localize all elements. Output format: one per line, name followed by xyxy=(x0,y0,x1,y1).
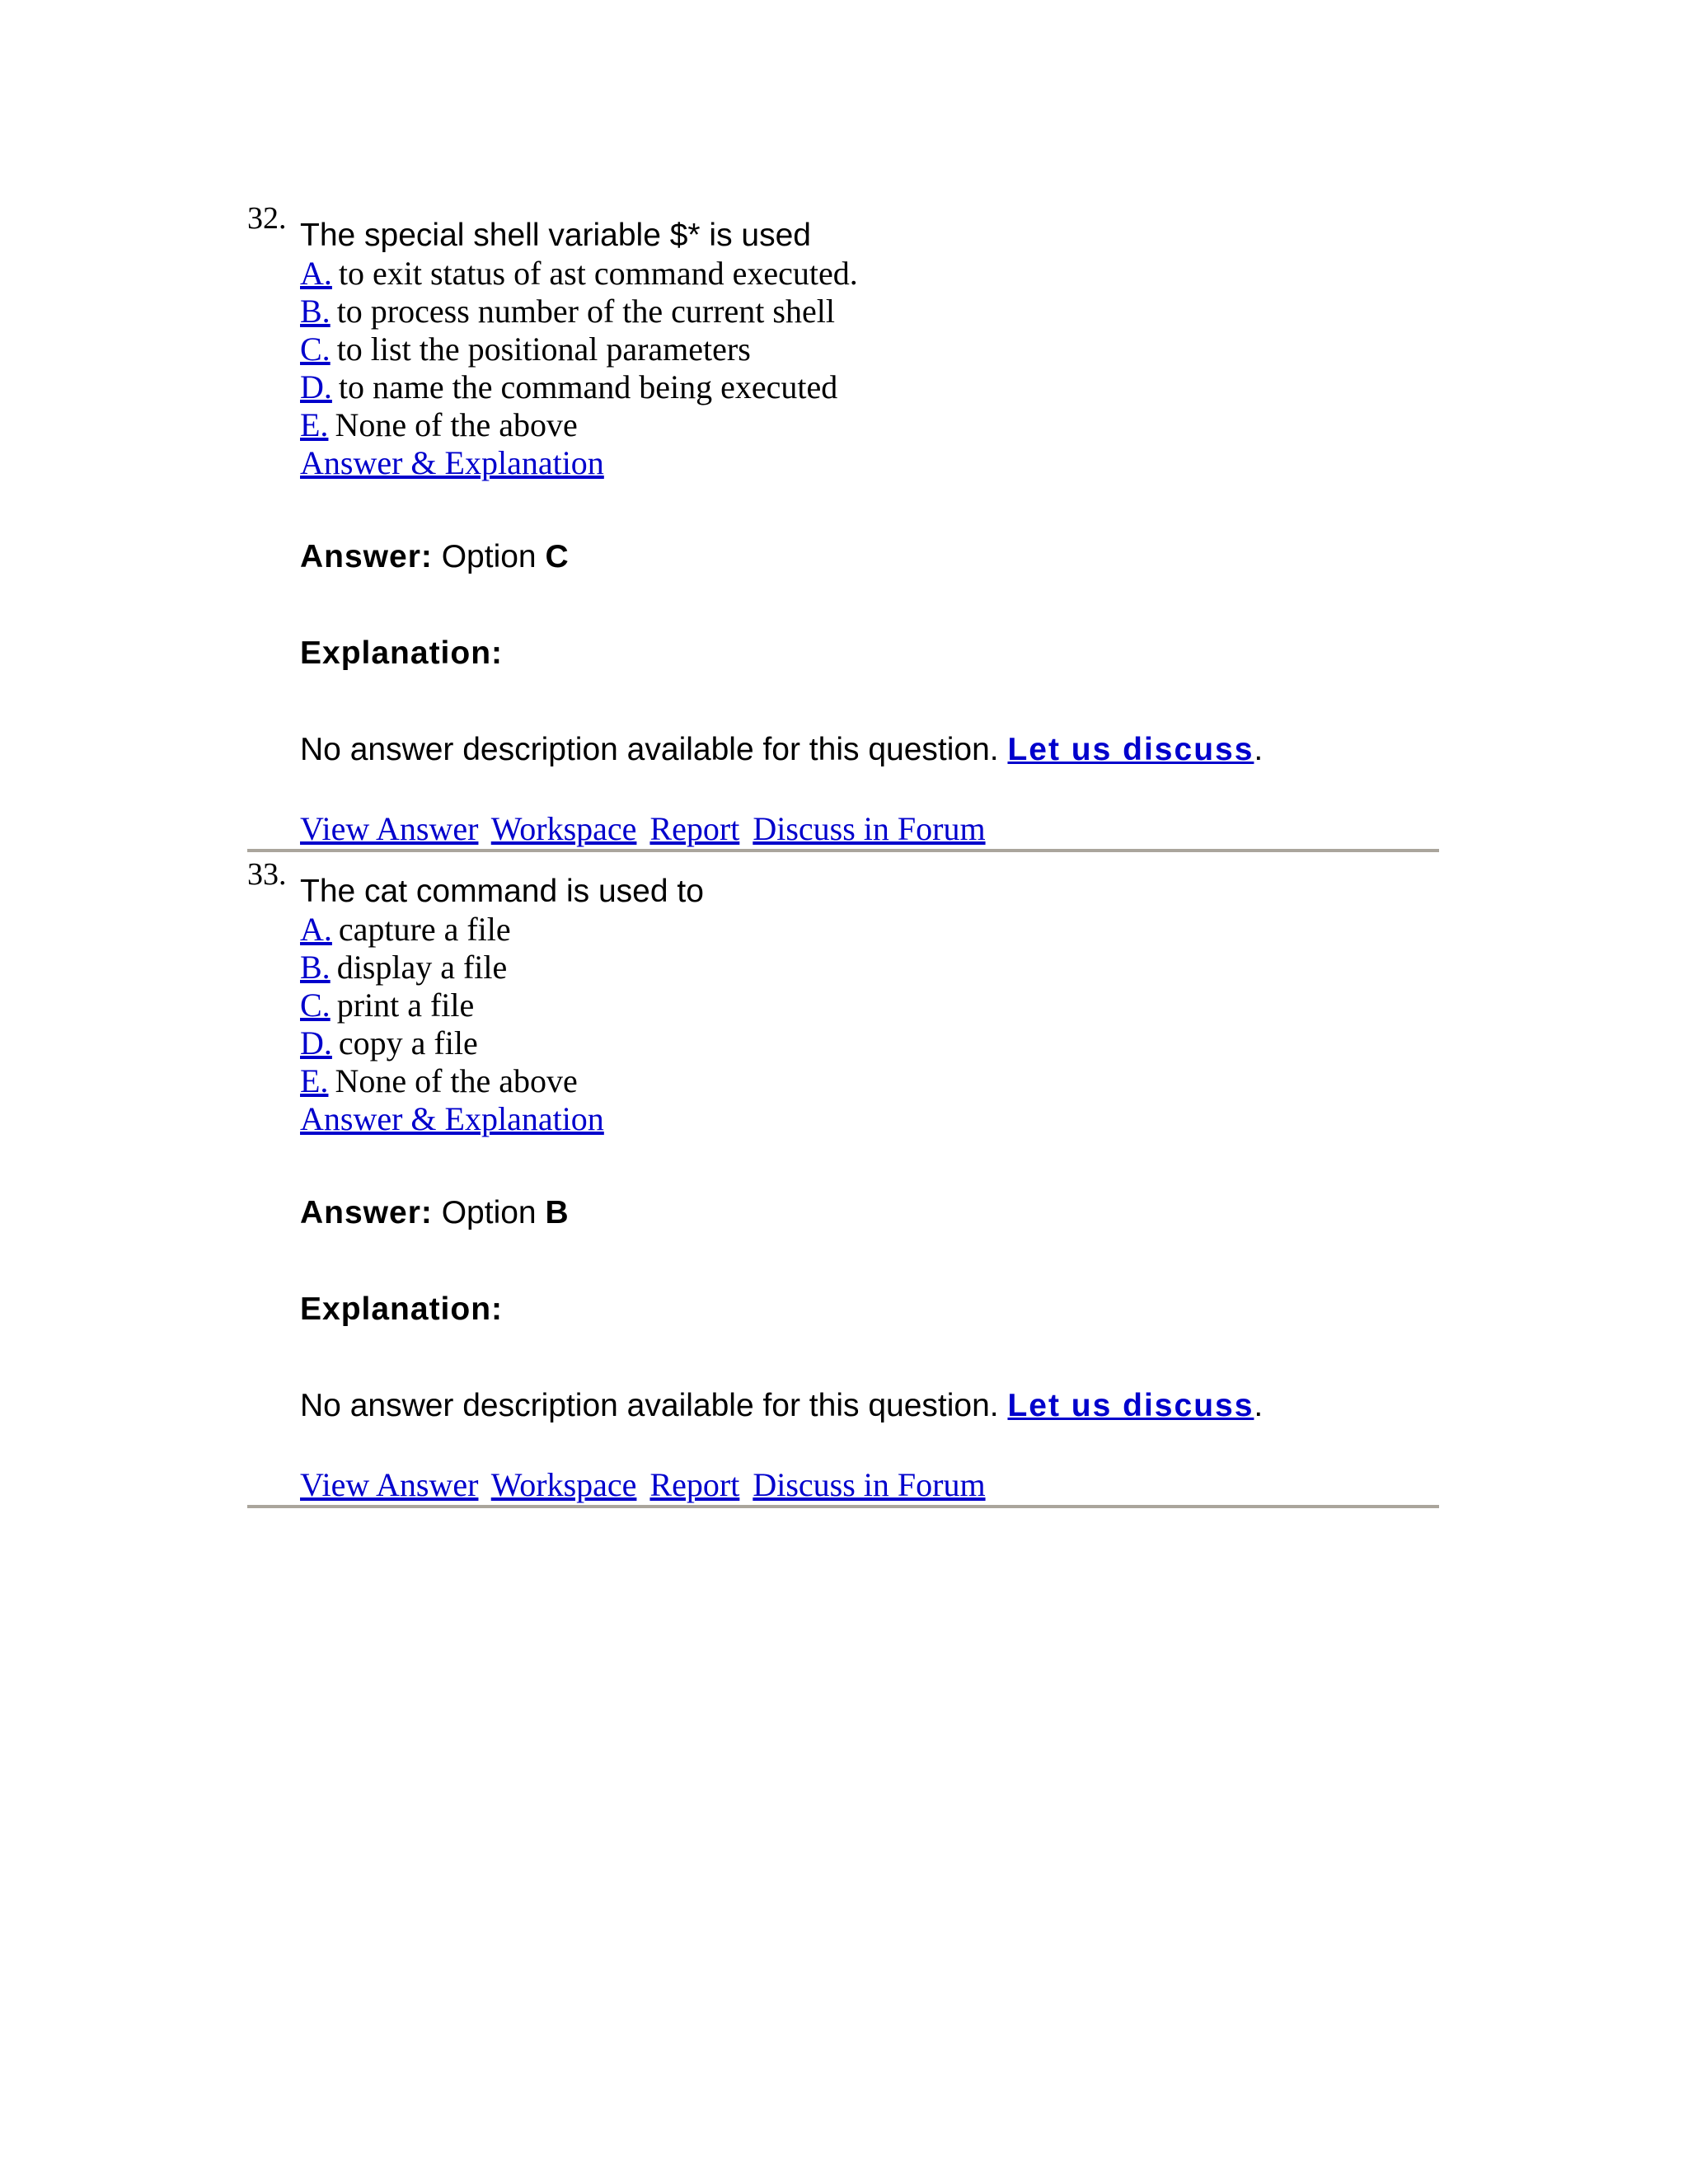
option-row xyxy=(300,368,837,406)
option-text: to name the command being executed xyxy=(338,368,838,405)
option-row xyxy=(300,1062,578,1100)
option-row xyxy=(300,987,474,1024)
option-row xyxy=(300,293,835,330)
option-letter-link[interactable]: B. xyxy=(300,293,331,330)
option-row xyxy=(300,406,578,444)
option-text: print a file xyxy=(336,987,475,1024)
workspace-link[interactable]: Workspace xyxy=(490,810,637,847)
question-block xyxy=(247,202,1439,857)
option-text: None of the above xyxy=(335,1062,578,1099)
explanation-label: Explanation: xyxy=(300,635,504,671)
option-row xyxy=(300,330,751,368)
option-text: to exit status of ast command executed. xyxy=(338,255,858,292)
explanation-end: . xyxy=(1254,732,1264,767)
option-letter-link[interactable]: C. xyxy=(300,987,331,1024)
explanation-label: Explanation: xyxy=(300,1291,504,1327)
answer-label: Answer: xyxy=(300,1195,433,1230)
discuss-link[interactable]: Let us discuss xyxy=(1007,732,1254,767)
option-letter-link[interactable]: C. xyxy=(300,330,331,368)
question-actions xyxy=(300,1466,991,1504)
option-letter-link[interactable]: E. xyxy=(300,1062,329,1099)
answer-prefix: Option xyxy=(441,539,537,574)
option-letter-link[interactable]: A. xyxy=(300,911,332,948)
answer-option: B xyxy=(545,1195,569,1230)
discuss-in-forum-link[interactable]: Discuss in Forum xyxy=(753,810,986,847)
question-divider xyxy=(247,1505,1439,1508)
view-answer-link[interactable]: View Answer xyxy=(300,810,479,847)
answer-prefix: Option xyxy=(441,1195,537,1230)
answer-explanation-link[interactable]: Answer & Explanation xyxy=(300,1100,604,1137)
explanation-body: No answer description available for this question. xyxy=(300,1388,999,1423)
option-text: copy a file xyxy=(338,1024,478,1062)
discuss-in-forum-link[interactable]: Discuss in Forum xyxy=(753,1466,986,1503)
option-text: None of the above xyxy=(335,406,578,443)
option-row xyxy=(300,255,858,293)
option-text: to list the positional parameters xyxy=(336,330,751,368)
report-link[interactable]: Report xyxy=(649,810,740,847)
option-text: to process number of the current shell xyxy=(336,293,835,330)
explanation-end: . xyxy=(1254,1388,1264,1423)
option-row xyxy=(300,911,511,949)
explanation-text xyxy=(300,731,1263,769)
question-actions xyxy=(300,810,991,848)
option-letter-link[interactable]: A. xyxy=(300,255,332,292)
explanation-text xyxy=(300,1387,1263,1425)
question-number: 32. xyxy=(247,201,287,236)
question-divider xyxy=(247,849,1439,852)
question-number: 33. xyxy=(247,857,287,892)
option-letter-link[interactable]: D. xyxy=(300,1024,332,1062)
option-text: capture a file xyxy=(338,911,511,948)
option-row xyxy=(300,1024,478,1062)
option-text: display a file xyxy=(336,949,508,986)
option-letter-link[interactable]: E. xyxy=(300,406,329,443)
option-letter-link[interactable]: D. xyxy=(300,368,332,405)
workspace-link[interactable]: Workspace xyxy=(490,1466,637,1503)
option-letter-link[interactable]: B. xyxy=(300,949,331,986)
view-answer-link[interactable]: View Answer xyxy=(300,1466,479,1503)
answer-line xyxy=(300,1194,569,1232)
answer-explanation-link[interactable]: Answer & Explanation xyxy=(300,444,604,481)
answer-label: Answer: xyxy=(300,539,433,574)
report-link[interactable]: Report xyxy=(649,1466,740,1503)
explanation-body: No answer description available for this question. xyxy=(300,732,999,767)
question-text: The cat command is used to xyxy=(300,874,704,909)
question-text: The special shell variable $* is used xyxy=(300,218,812,253)
answer-line xyxy=(300,538,569,576)
option-row xyxy=(300,949,507,987)
answer-option: C xyxy=(545,539,569,574)
discuss-link[interactable]: Let us discuss xyxy=(1007,1388,1254,1423)
question-block xyxy=(247,858,1439,1513)
